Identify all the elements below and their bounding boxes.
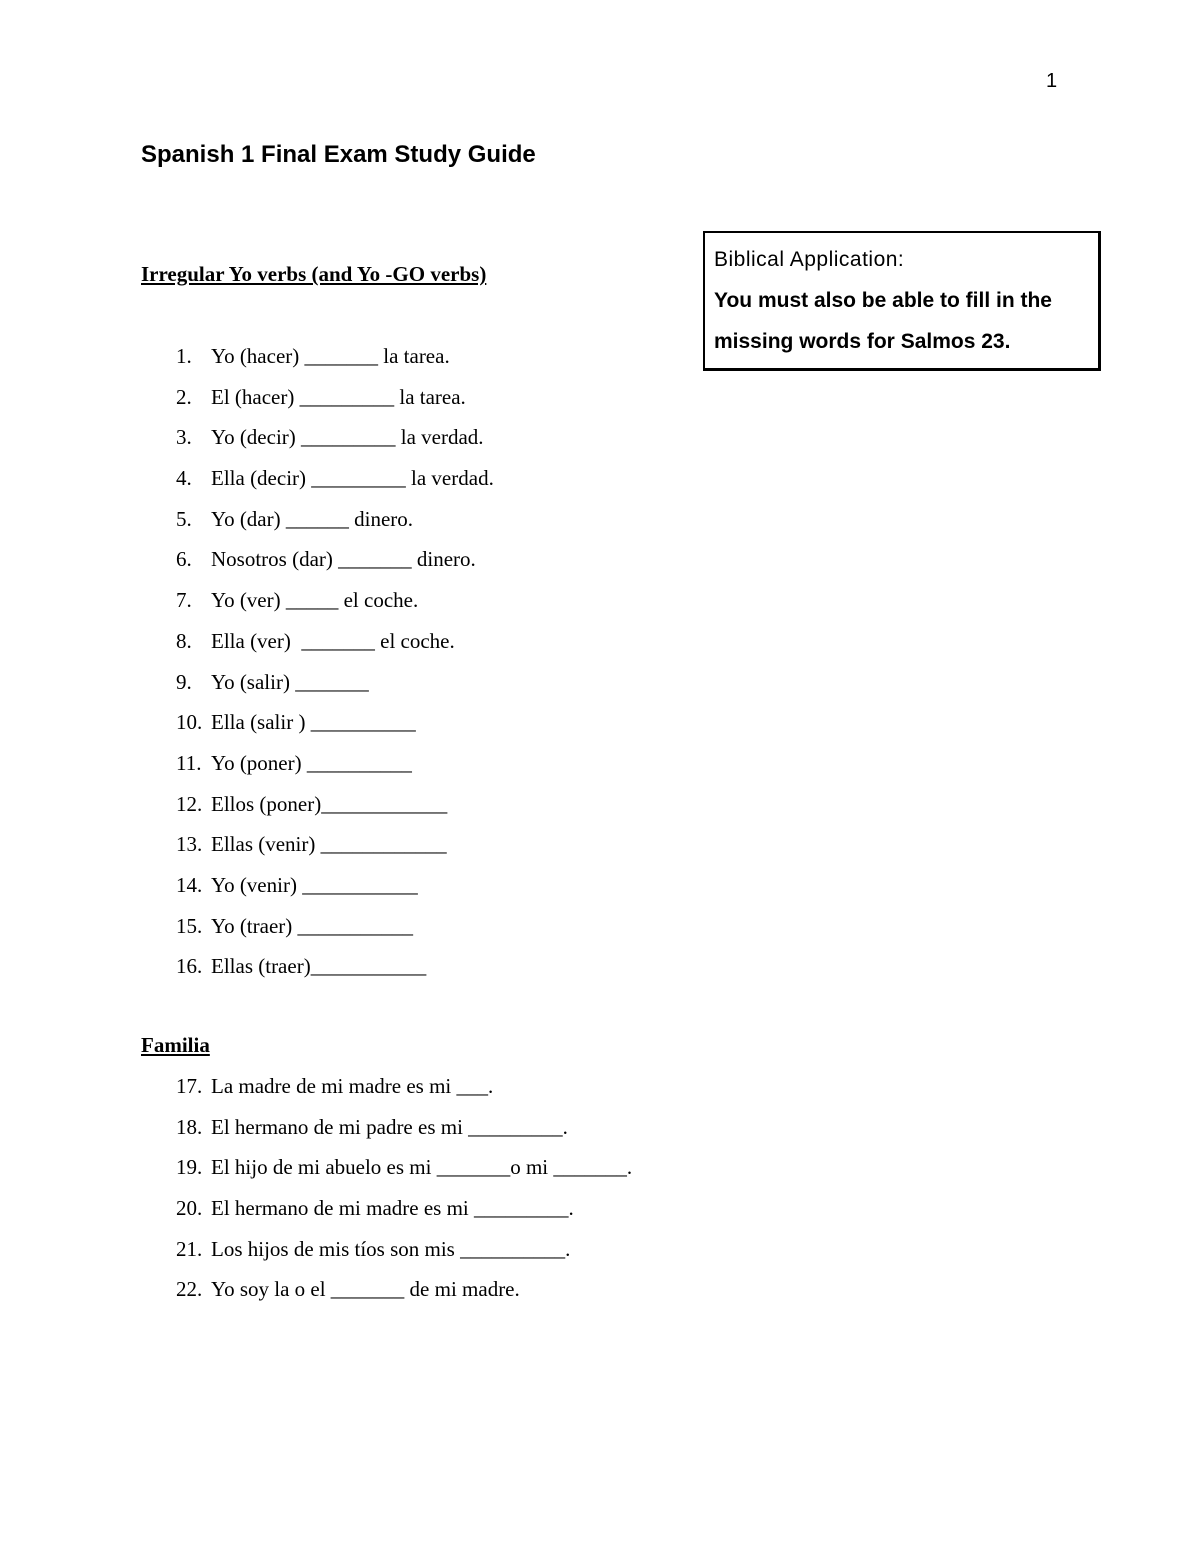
question-item (176, 580, 494, 621)
question-number: 12. (176, 791, 203, 816)
question-number: 10. (176, 710, 203, 735)
question-text: Yo (traer) ___________ (211, 913, 414, 938)
question-item (176, 1147, 632, 1188)
callout-heading: Biblical Application: (714, 248, 905, 271)
question-text: El hermano de mi padre es mi _________. (211, 1114, 568, 1139)
question-item (176, 906, 494, 947)
question-text: Ella (salir ) __________ (211, 710, 416, 735)
callout-line-2: missing words for Salmos 23. (714, 330, 1011, 353)
question-text: La madre de mi madre es mi ___. (211, 1074, 494, 1098)
question-number: 14. (176, 872, 203, 897)
question-text: Nosotros (dar) _______ dinero. (211, 547, 476, 572)
page-number: 1 (1046, 70, 1058, 92)
question-item (176, 336, 494, 377)
question-number: 16. (176, 954, 203, 979)
question-number: 7. (176, 588, 192, 613)
question-text: Ella (decir) _________ la verdad. (211, 466, 494, 491)
question-number: 3. (176, 425, 192, 450)
question-number: 15. (176, 913, 203, 938)
section-heading-familia: Familia (141, 1033, 210, 1057)
question-text: El hijo de mi abuelo es mi _______o mi _______. (211, 1155, 633, 1180)
question-item (176, 743, 494, 784)
biblical-application-box (703, 231, 1101, 371)
question-number: 20. (176, 1196, 203, 1221)
familia-question-list (176, 1066, 632, 1310)
question-item (176, 1188, 632, 1229)
question-text: Yo (decir) _________ la verdad. (211, 425, 484, 450)
question-item (176, 539, 494, 580)
question-number: 19. (176, 1155, 203, 1180)
question-number: 11. (176, 750, 202, 775)
question-text: Yo soy la o el _______ de mi madre. (211, 1277, 520, 1302)
callout-line-1: You must also be able to fill in the (714, 289, 1052, 312)
question-number: 5. (176, 506, 192, 531)
question-item (176, 499, 494, 540)
question-text: Yo (dar) ______ dinero. (211, 506, 414, 531)
question-item (176, 458, 494, 499)
question-number: 22. (176, 1277, 203, 1302)
question-number: 9. (176, 669, 192, 694)
question-number: 4. (176, 466, 192, 491)
question-text: El hermano de mi madre es mi _________. (211, 1196, 574, 1221)
question-item (176, 1066, 632, 1107)
section-heading-irregular-verbs: Irregular Yo verbs (and Yo -GO verbs) (141, 262, 487, 286)
question-text: Yo (hacer) _______ la tarea. (211, 344, 450, 368)
question-text: Ellos (poner)____________ (211, 791, 448, 816)
question-number: 2. (176, 384, 192, 409)
question-text: Yo (ver) _____ el coche. (211, 588, 419, 613)
question-item (176, 1229, 632, 1270)
question-number: 13. (176, 832, 203, 857)
question-text: Yo (venir) ___________ (211, 872, 418, 897)
question-item (176, 824, 494, 865)
question-text: Yo (salir) _______ (211, 669, 369, 694)
question-text: Ellas (traer)___________ (211, 954, 427, 979)
question-item (176, 621, 494, 662)
question-number: 8. (176, 628, 192, 653)
question-number: 1. (176, 344, 192, 368)
page-title: Spanish 1 Final Exam Study Guide (141, 141, 536, 168)
question-item (176, 417, 494, 458)
question-item (176, 946, 494, 987)
question-text: Ella (ver) _______ el coche. (211, 628, 455, 653)
question-number: 18. (176, 1114, 203, 1139)
irregular-verbs-question-list (176, 336, 494, 987)
question-number: 17. (176, 1074, 203, 1098)
question-item (176, 662, 494, 703)
question-text: Los hijos de mis tíos son mis __________. (211, 1236, 571, 1261)
question-item (176, 377, 494, 418)
question-number: 6. (176, 547, 192, 572)
question-text: Ellas (venir) ____________ (211, 832, 447, 857)
question-item (176, 702, 494, 743)
question-item (176, 784, 494, 825)
question-item (176, 1107, 632, 1148)
question-number: 21. (176, 1236, 203, 1261)
question-text: El (hacer) _________ la tarea. (211, 384, 466, 409)
question-text: Yo (poner) __________ (211, 750, 412, 775)
question-item (176, 1269, 632, 1310)
question-item (176, 865, 494, 906)
